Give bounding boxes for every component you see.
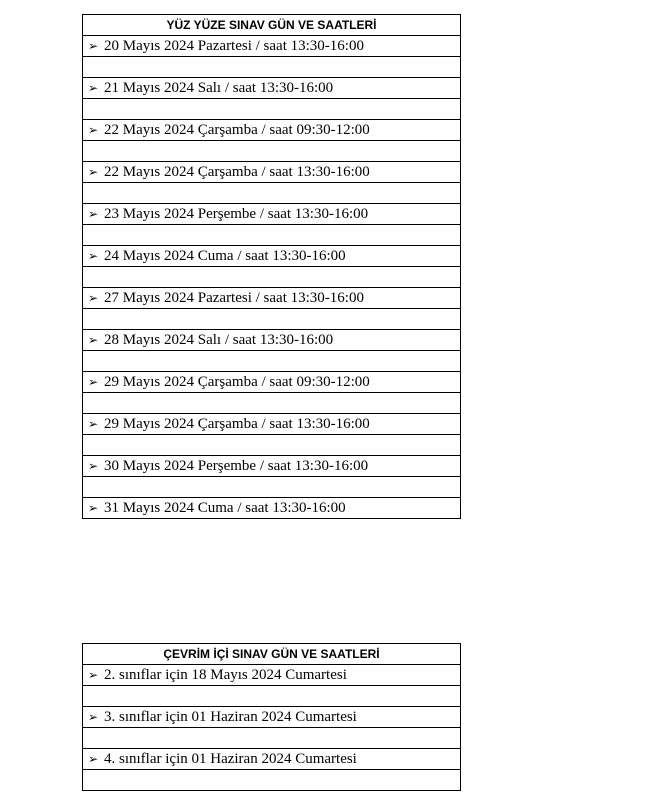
table-row [83, 456, 461, 477]
arrow-bullet-icon: ➢ [88, 206, 99, 221]
empty-row [83, 477, 461, 498]
empty-row [83, 267, 461, 288]
empty-row [83, 435, 461, 456]
empty-row [83, 141, 461, 162]
face-to-face-exam-table [82, 14, 461, 519]
empty-row [83, 99, 461, 120]
table-row [83, 246, 461, 267]
arrow-bullet-icon: ➢ [88, 248, 99, 263]
table-row [83, 288, 461, 309]
exam-date-text: 20 Mayıs 2024 Pazartesi / saat 13:30-16:00 [104, 37, 364, 54]
empty-row [83, 225, 461, 246]
online-exam-table [82, 643, 461, 791]
empty-row [83, 309, 461, 330]
table-row [83, 330, 461, 351]
empty-row [83, 728, 461, 749]
arrow-bullet-icon: ➢ [88, 751, 99, 766]
arrow-bullet-icon: ➢ [88, 416, 99, 431]
table-header-row [83, 644, 461, 665]
arrow-bullet-icon: ➢ [88, 374, 99, 389]
arrow-bullet-icon: ➢ [88, 709, 99, 724]
exam-date-text: 3. sınıflar için 01 Haziran 2024 Cumartesi [104, 708, 357, 725]
arrow-bullet-icon: ➢ [88, 80, 99, 95]
table-row [83, 204, 461, 225]
exam-date-text: 22 Mayıs 2024 Çarşamba / saat 13:30-16:00 [104, 163, 370, 180]
table-row [83, 120, 461, 141]
empty-row [83, 183, 461, 204]
empty-row [83, 57, 461, 78]
exam-date-text: 27 Mayıs 2024 Pazartesi / saat 13:30-16:00 [104, 289, 364, 306]
arrow-bullet-icon: ➢ [88, 164, 99, 179]
empty-row [83, 393, 461, 414]
table-row [83, 372, 461, 393]
exam-date-text: 21 Mayıs 2024 Salı / saat 13:30-16:00 [104, 79, 334, 96]
exam-date-text: 2. sınıflar için 18 Mayıs 2024 Cumartesi [104, 666, 347, 683]
table-row [83, 665, 461, 686]
online-title: ÇEVRİM İÇİ SINAV GÜN VE SAATLERİ [83, 644, 461, 665]
exam-date-text: 31 Mayıs 2024 Cuma / saat 13:30-16:00 [104, 499, 346, 516]
empty-row [83, 770, 461, 791]
face-to-face-title: YÜZ YÜZE SINAV GÜN VE SAATLERİ [83, 15, 461, 36]
table-row [83, 707, 461, 728]
exam-date-text: 29 Mayıs 2024 Çarşamba / saat 09:30-12:00 [104, 373, 370, 390]
arrow-bullet-icon: ➢ [88, 332, 99, 347]
exam-date-text: 23 Mayıs 2024 Perşembe / saat 13:30-16:00 [104, 205, 369, 222]
arrow-bullet-icon: ➢ [88, 38, 99, 53]
exam-date-text: 24 Mayıs 2024 Cuma / saat 13:30-16:00 [104, 247, 346, 264]
exam-date-text: 28 Mayıs 2024 Salı / saat 13:30-16:00 [104, 331, 334, 348]
table-row [83, 414, 461, 435]
table-row [83, 78, 461, 99]
exam-date-text: 29 Mayıs 2024 Çarşamba / saat 13:30-16:00 [104, 415, 370, 432]
arrow-bullet-icon: ➢ [88, 667, 99, 682]
table-row [83, 749, 461, 770]
arrow-bullet-icon: ➢ [88, 122, 99, 137]
table-row [83, 36, 461, 57]
arrow-bullet-icon: ➢ [88, 458, 99, 473]
table-header-row [83, 15, 461, 36]
empty-row [83, 686, 461, 707]
table-row [83, 498, 461, 519]
exam-date-text: 30 Mayıs 2024 Perşembe / saat 13:30-16:00 [104, 457, 369, 474]
empty-row [83, 351, 461, 372]
exam-date-text: 4. sınıflar için 01 Haziran 2024 Cumartesi [104, 750, 357, 767]
exam-date-text: 22 Mayıs 2024 Çarşamba / saat 09:30-12:00 [104, 121, 370, 138]
arrow-bullet-icon: ➢ [88, 500, 99, 515]
table-row [83, 162, 461, 183]
arrow-bullet-icon: ➢ [88, 290, 99, 305]
